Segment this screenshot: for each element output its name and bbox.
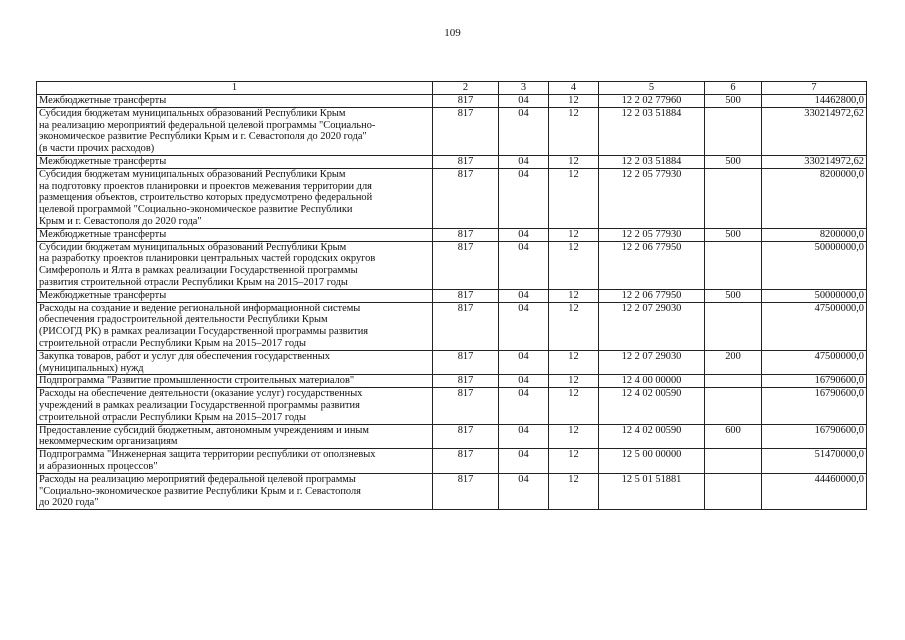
row-expense-type: 500	[705, 95, 762, 108]
row-expense-type	[705, 449, 762, 474]
row-expense-type: 600	[705, 424, 762, 449]
row-subsection: 12	[549, 388, 599, 424]
table-row	[37, 241, 867, 289]
row-section: 04	[499, 241, 549, 289]
row-subsection: 12	[549, 375, 599, 388]
header-col-4: 4	[549, 82, 599, 95]
row-ministry-code: 817	[433, 449, 499, 474]
row-expense-type	[705, 473, 762, 509]
row-amount: 16790600,0	[762, 424, 867, 449]
row-target-article: 12 2 07 29030	[599, 302, 705, 350]
row-ministry-code: 817	[433, 155, 499, 168]
table-row	[37, 388, 867, 424]
row-ministry-code: 817	[433, 350, 499, 375]
row-section: 04	[499, 302, 549, 350]
row-amount: 330214972,62	[762, 155, 867, 168]
row-section: 04	[499, 375, 549, 388]
row-subsection: 12	[549, 289, 599, 302]
header-row	[37, 82, 867, 95]
row-section: 04	[499, 289, 549, 302]
row-target-article: 12 4 00 00000	[599, 375, 705, 388]
row-expense-type	[705, 375, 762, 388]
row-target-article: 12 4 02 00590	[599, 424, 705, 449]
budget-table	[36, 81, 867, 510]
table-row	[37, 449, 867, 474]
row-name: Субсидия бюджетам муниципальных образований Республики Крым на подготовку проектов планировки и проектов межевания территории для размещения объектов, строительство которых предусмотрено федеральной целевой программой "Социально-экономическое развитие Республики Крым и г. Севастополя до 2020 года"	[37, 168, 433, 228]
row-target-article: 12 2 06 77950	[599, 289, 705, 302]
row-amount: 50000000,0	[762, 289, 867, 302]
row-subsection: 12	[549, 241, 599, 289]
row-amount: 50000000,0	[762, 241, 867, 289]
row-amount: 16790600,0	[762, 375, 867, 388]
row-subsection: 12	[549, 155, 599, 168]
row-ministry-code: 817	[433, 228, 499, 241]
header-col-2: 2	[433, 82, 499, 95]
header-col-3: 3	[499, 82, 549, 95]
row-ministry-code: 817	[433, 302, 499, 350]
row-name: Субсидии бюджетам муниципальных образований Республики Крым на разработку проектов планировки центральных частей городских округов Симферополь и Ялта в рамках реализации Государственной программы развития строительной отрасли Республики Крым на 2015–2017 годы	[37, 241, 433, 289]
row-ministry-code: 817	[433, 388, 499, 424]
table-row	[37, 168, 867, 228]
header-col-7: 7	[762, 82, 867, 95]
row-amount: 14462800,0	[762, 95, 867, 108]
row-subsection: 12	[549, 449, 599, 474]
table-row	[37, 95, 867, 108]
table-row	[37, 228, 867, 241]
row-name: Подпрограмма "Развитие промышленности строительных материалов"	[37, 375, 433, 388]
row-name: Предоставление субсидий бюджетным, автономным учреждениям и иным некоммерческим организациям	[37, 424, 433, 449]
row-target-article: 12 2 03 51884	[599, 155, 705, 168]
row-amount: 51470000,0	[762, 449, 867, 474]
row-name: Закупка товаров, работ и услуг для обеспечения государственных (муниципальных) нужд	[37, 350, 433, 375]
row-name: Расходы на обеспечение деятельности (оказание услуг) государственных учреждений в рамках реализации Государственной программы развития строительной отрасли Республики Крым на 2015–2017 годы	[37, 388, 433, 424]
row-subsection: 12	[549, 473, 599, 509]
row-ministry-code: 817	[433, 168, 499, 228]
table-row	[37, 107, 867, 155]
row-section: 04	[499, 107, 549, 155]
row-ministry-code: 817	[433, 473, 499, 509]
row-subsection: 12	[549, 302, 599, 350]
row-name: Межбюджетные трансферты	[37, 155, 433, 168]
row-name: Субсидия бюджетам муниципальных образований Республики Крым на реализацию мероприятий федеральной целевой программы "Социально- экономическое развитие Республики Крым и г. Севастополя до 2020 года" (в части прочих расходов)	[37, 107, 433, 155]
row-target-article: 12 2 05 77930	[599, 168, 705, 228]
row-name: Межбюджетные трансферты	[37, 289, 433, 302]
row-target-article: 12 5 01 51881	[599, 473, 705, 509]
row-section: 04	[499, 473, 549, 509]
row-target-article: 12 2 05 77930	[599, 228, 705, 241]
row-expense-type: 500	[705, 289, 762, 302]
row-subsection: 12	[549, 350, 599, 375]
row-amount: 8200000,0	[762, 168, 867, 228]
row-expense-type	[705, 241, 762, 289]
row-ministry-code: 817	[433, 241, 499, 289]
row-section: 04	[499, 228, 549, 241]
row-ministry-code: 817	[433, 107, 499, 155]
row-expense-type	[705, 107, 762, 155]
header-col-1: 1	[37, 82, 433, 95]
row-amount: 16790600,0	[762, 388, 867, 424]
row-target-article: 12 5 00 00000	[599, 449, 705, 474]
row-expense-type: 500	[705, 155, 762, 168]
table-row	[37, 375, 867, 388]
row-amount: 47500000,0	[762, 350, 867, 375]
row-subsection: 12	[549, 95, 599, 108]
row-target-article: 12 2 03 51884	[599, 107, 705, 155]
row-ministry-code: 817	[433, 289, 499, 302]
row-name: Расходы на создание и ведение региональной информационной системы обеспечения градостроительной деятельности Республики Крым (РИСОГД РК) в рамках реализации Государственной программы развития строительной отрасли Республики Крым на 2015–2017 годы	[37, 302, 433, 350]
row-expense-type	[705, 168, 762, 228]
row-expense-type: 200	[705, 350, 762, 375]
row-section: 04	[499, 155, 549, 168]
row-ministry-code: 817	[433, 375, 499, 388]
row-subsection: 12	[549, 228, 599, 241]
page-number: 109	[444, 27, 461, 39]
row-target-article: 12 2 06 77950	[599, 241, 705, 289]
table-row	[37, 302, 867, 350]
header-col-6: 6	[705, 82, 762, 95]
row-ministry-code: 817	[433, 424, 499, 449]
row-subsection: 12	[549, 107, 599, 155]
row-section: 04	[499, 449, 549, 474]
row-target-article: 12 2 07 29030	[599, 350, 705, 375]
table-row	[37, 155, 867, 168]
table-row	[37, 424, 867, 449]
row-section: 04	[499, 95, 549, 108]
row-expense-type	[705, 302, 762, 350]
table-row	[37, 350, 867, 375]
header-col-5: 5	[599, 82, 705, 95]
row-ministry-code: 817	[433, 95, 499, 108]
row-amount: 8200000,0	[762, 228, 867, 241]
row-section: 04	[499, 424, 549, 449]
row-name: Подпрограмма "Инженерная защита территории республики от оползневых и абразионных процессов"	[37, 449, 433, 474]
row-amount: 47500000,0	[762, 302, 867, 350]
row-expense-type	[705, 388, 762, 424]
row-expense-type: 500	[705, 228, 762, 241]
row-name: Межбюджетные трансферты	[37, 228, 433, 241]
row-name: Расходы на реализацию мероприятий федеральной целевой программы "Социально-экономическое развитие Республики Крым и г. Севастополя до 2020 года"	[37, 473, 433, 509]
row-subsection: 12	[549, 424, 599, 449]
table-row	[37, 289, 867, 302]
row-amount: 330214972,62	[762, 107, 867, 155]
row-target-article: 12 4 02 00590	[599, 388, 705, 424]
row-name: Межбюджетные трансферты	[37, 95, 433, 108]
row-subsection: 12	[549, 168, 599, 228]
row-section: 04	[499, 350, 549, 375]
row-amount: 44460000,0	[762, 473, 867, 509]
row-section: 04	[499, 388, 549, 424]
table-row	[37, 473, 867, 509]
row-section: 04	[499, 168, 549, 228]
row-target-article: 12 2 02 77960	[599, 95, 705, 108]
